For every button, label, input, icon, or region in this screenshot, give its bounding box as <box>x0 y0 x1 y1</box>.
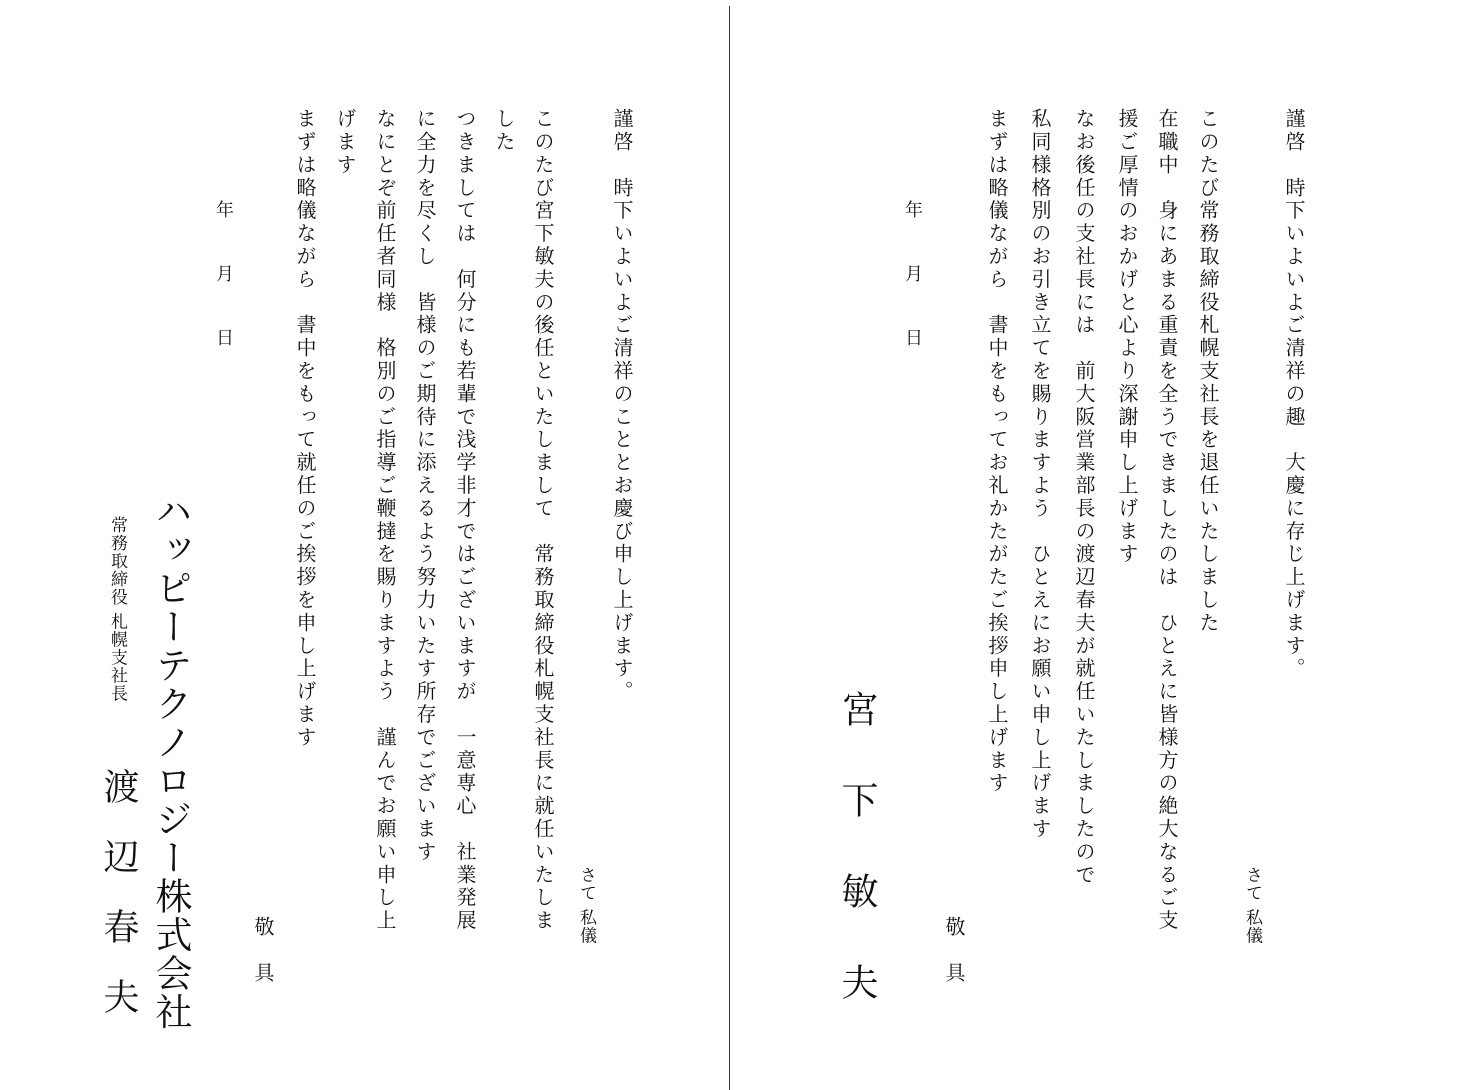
page-divider <box>729 6 730 1090</box>
letter-body-line: に全力を尽くし 皆様のご期待に添えるよう努力いたす所存でございます <box>413 108 437 864</box>
letter-opening: 謹啓 時下いよいよご清祥の趣 大慶に存じ上げます。 <box>1282 108 1306 681</box>
company-name: ハッピーテクノロジー株式会社 <box>149 492 192 1031</box>
letter-body-line: このたび宮下敏夫の後任といたしまして 常務取締役札幌支社長に就任いたしま <box>531 108 555 933</box>
sender-title: 常務取締役 札幌支社長 <box>107 516 127 703</box>
letter-closing: 敬具 <box>942 916 966 1008</box>
letter-preamble: さて 私儀 <box>1242 866 1262 945</box>
letter-closing: 敬具 <box>251 916 275 1008</box>
letter-date: 年月日 <box>213 200 234 392</box>
letter-body-line: つきましては 何分にも若輩で浅学非才ではございますが 一意専心 社業発展 <box>453 108 477 933</box>
letter-body-line: なにとぞ前任者同様 格別のご指導ご鞭撻を賜りますよう 謹んでお願い申し上 <box>373 108 397 933</box>
letter-body-line: 私同様格別のお引き立てを賜りますよう ひとえにお願い申し上げます <box>1028 108 1052 841</box>
letter-body-line: 在職中 身にあまる重責を全うできましたのは ひとえに皆様方の絶大なるご支 <box>1155 108 1179 933</box>
letter-body-line: 援ご厚情のおかげと心より深謝申し上げます <box>1115 108 1139 566</box>
letter-body-line: した <box>492 108 516 154</box>
letter-date: 年月日 <box>902 200 923 392</box>
letter-body-line: まずは略儀ながら 書中をもって就任のご挨拶を申し上げます <box>293 108 317 750</box>
letter-opening: 謹啓 時下いよいよご清祥のこととお慶び申し上げます。 <box>610 108 634 704</box>
sender-name: 宮下敏夫 <box>835 690 878 1054</box>
letter-body-line: まずは略儀ながら 書中をもってお礼かたがたご挨拶申し上げます <box>985 108 1009 795</box>
letter-preamble: さて 私儀 <box>576 866 596 945</box>
letter-body-line: なお後任の支社長には 前大阪営業部長の渡辺春夫が就任いたしましたので <box>1072 108 1096 887</box>
letter-body-line: げます <box>333 108 357 177</box>
sender-name: 渡辺春夫 <box>98 768 139 1048</box>
letter-body-line: このたび常務取締役札幌支社長を退任いたしました <box>1196 108 1220 635</box>
